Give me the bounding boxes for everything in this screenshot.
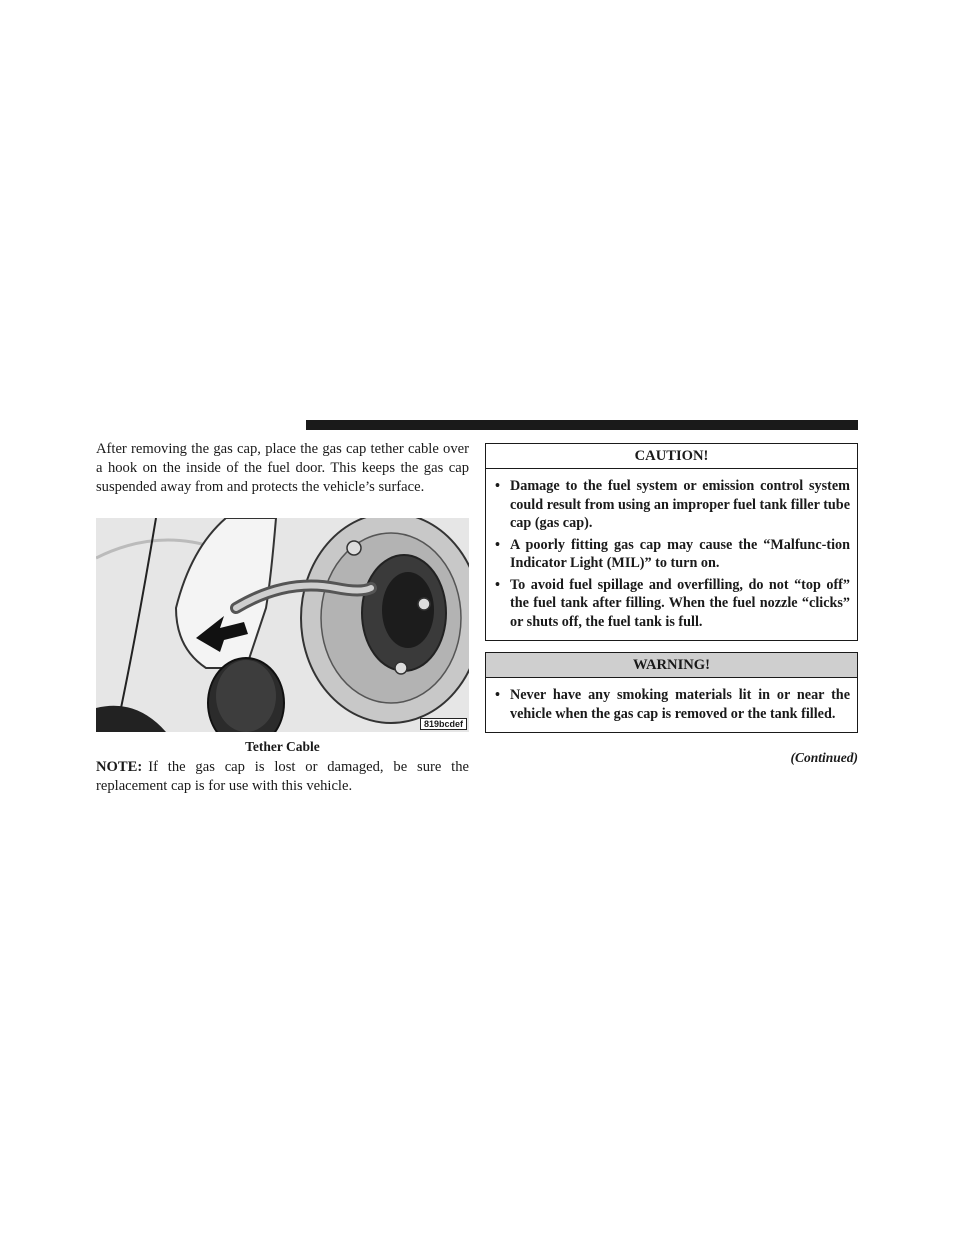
warning-title: WARNING! [486,653,857,678]
section-header-bar [306,420,858,430]
warning-item: • Never have any smoking materials lit in or near the vehicle when the gas cap is removed or the tank filled. [493,686,850,723]
caution-item: • To avoid fuel spillage and overfilling, do not “top off” the fuel tank after filling. When the fuel nozzle “clicks” or shuts off, the fuel tank is full. [493,576,850,632]
intro-paragraph: After removing the gas cap, place the gas cap tether cable over a hook on the inside of the fuel door. This keeps the gas cap suspended away from and protects the vehicle’s surface. [96,441,469,495]
note-paragraph [96,758,469,796]
tether-cable-figure [96,518,469,732]
caution-item: • A poorly fitting gas cap may cause the “Malfunc-tion Indicator Light (MIL)” to turn on. [493,536,850,573]
fuel-door-illustration [96,518,469,732]
left-column [96,440,469,497]
caution-list [486,469,857,640]
note-text: If the gas cap is lost or damaged, be sure the replacement cap is for use with this vehicle. [96,759,469,794]
figure-code-label: 819bcdef [420,718,467,730]
note-label: NOTE: [96,759,143,775]
caution-title: CAUTION! [486,444,857,469]
warning-list [486,678,857,732]
warning-box [485,652,858,733]
figure-caption: Tether Cable [245,739,320,754]
caution-item: • Damage to the fuel system or emission control system could result from using an improper fuel tank filler tube cap (gas cap). [493,477,850,533]
caution-box [485,443,858,641]
continued-label: (Continued) [790,750,858,765]
